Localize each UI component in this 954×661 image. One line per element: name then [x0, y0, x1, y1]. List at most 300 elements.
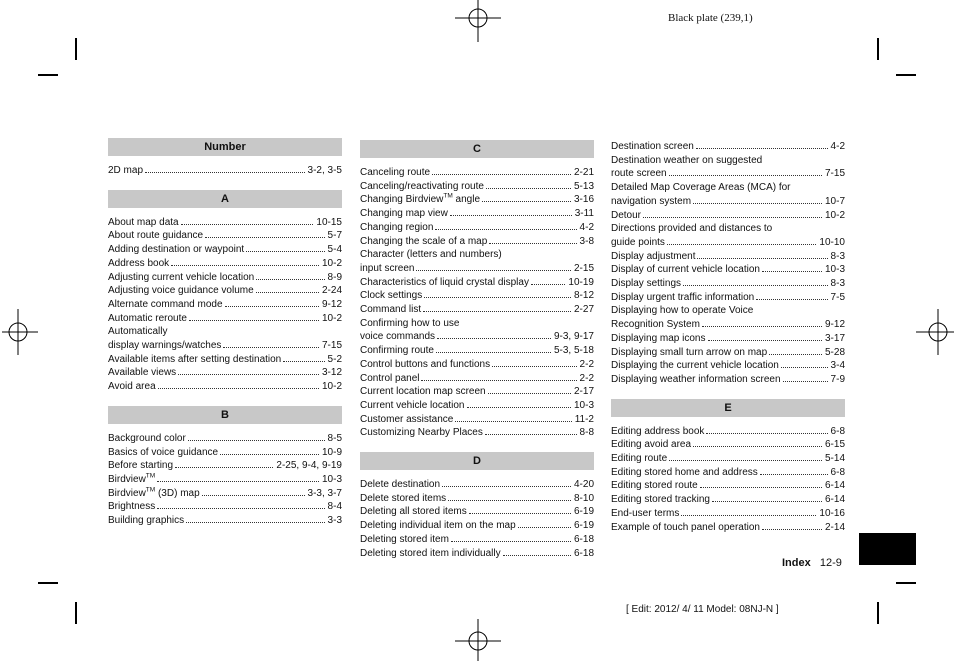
entry-text: Destination screen: [611, 141, 694, 152]
footer-section: Index: [782, 557, 811, 569]
entry-text: Deleting stored item: [360, 533, 449, 545]
entry-text: Editing address book: [611, 425, 705, 437]
registration-mark-top: [455, 0, 501, 42]
entry-text: Avoid area: [108, 381, 156, 393]
entry-label: Destination weather on suggested: [611, 154, 763, 166]
entry-text: Before starting: [108, 460, 174, 472]
dot-leader: [482, 200, 571, 202]
entry-label: [360, 221, 433, 235]
entry-label: [108, 500, 155, 514]
entry-label: [611, 318, 700, 332]
entry-page-ref: 5-13: [573, 180, 594, 192]
entry-text: Current location map screen: [360, 386, 486, 398]
entry-page-ref: 10-3: [824, 264, 845, 276]
dot-leader: [256, 278, 324, 280]
section-header: D: [360, 452, 594, 470]
entry-text: End-user terms: [611, 507, 680, 519]
entry-text: Birdview: [108, 487, 146, 499]
entry-page-ref: 10-3: [321, 473, 342, 485]
entry-page-ref: 9-12: [321, 298, 342, 310]
index-entry: [360, 399, 594, 413]
index-entry: [611, 438, 845, 452]
entry-text: Displaying the current vehicle location: [611, 360, 779, 372]
index-entry: [611, 318, 845, 332]
entry-text: Command list: [360, 304, 422, 316]
index-entry: [108, 271, 342, 285]
index-entry: [108, 339, 342, 353]
entry-page-ref: 10-7: [824, 195, 845, 207]
dot-leader: [205, 236, 324, 238]
entry-text: Detour: [611, 209, 642, 221]
entry-page-ref: 2-2: [579, 358, 594, 370]
index-entry: [108, 284, 342, 298]
dot-leader: [469, 512, 571, 514]
entry-label: [360, 344, 434, 358]
entry-text: Address book: [108, 257, 170, 269]
entry-page-ref: 3-3: [327, 515, 342, 527]
entry-label: [360, 166, 430, 180]
entry-text: 2D map: [108, 165, 144, 176]
entry-page-ref: 7-15: [321, 340, 342, 352]
dot-leader: [158, 387, 319, 389]
dot-leader: [178, 373, 319, 375]
index-entry: [108, 312, 342, 326]
dot-leader: [669, 174, 822, 176]
entry-label: [108, 257, 169, 271]
entry-label: [611, 209, 641, 223]
dot-leader: [448, 499, 571, 501]
index-entry: [611, 452, 845, 466]
index-entry: [360, 478, 594, 492]
entry-page-ref: 2-25, 9-4, 9-19: [276, 460, 342, 472]
dot-leader: [781, 366, 828, 368]
index-entry: [108, 500, 342, 514]
section-header: B: [108, 406, 342, 424]
dot-leader: [157, 507, 324, 509]
page-footer: [782, 557, 842, 569]
entry-text: Editing route: [611, 453, 668, 465]
index-entry: [611, 222, 845, 236]
index-entry: [360, 235, 594, 249]
entry-page-ref: 2-24: [321, 285, 342, 297]
registration-mark-right: [916, 309, 954, 355]
index-entry: [611, 250, 845, 264]
index-entry: [360, 248, 594, 262]
dot-leader: [225, 305, 319, 307]
dot-leader: [424, 296, 571, 298]
entry-page-ref: 6-8: [830, 425, 845, 437]
dot-leader: [693, 202, 822, 204]
index-section: [611, 140, 845, 387]
entry-text: About map data: [108, 216, 179, 228]
entry-page-ref: 2-27: [573, 304, 594, 316]
registration-mark-left: [2, 309, 38, 355]
dot-leader: [485, 433, 577, 435]
entry-label: [360, 358, 490, 372]
entry-page-ref: 3-2, 3-5: [307, 165, 342, 176]
index-entry: [360, 547, 594, 561]
entry-text: Clock settings: [360, 290, 423, 302]
entry-label: [360, 289, 422, 303]
index-entry: [611, 291, 845, 305]
index-entry: [611, 277, 845, 291]
index-entry: [611, 373, 845, 387]
entry-label: [611, 479, 698, 493]
dot-leader: [693, 445, 822, 447]
dot-leader: [760, 473, 828, 475]
crop-mark: [896, 74, 916, 76]
index-entry: [108, 353, 342, 367]
entry-label: [611, 425, 704, 439]
index-entry: [360, 276, 594, 290]
entry-page-ref: 2-17: [573, 386, 594, 398]
index-entry: [360, 533, 594, 547]
index-entry: [611, 209, 845, 223]
entry-text: Editing stored home and address: [611, 466, 758, 478]
entry-page-ref: 10-9: [321, 446, 342, 458]
dot-leader: [681, 514, 816, 516]
entry-text: Example of touch panel operation: [611, 521, 760, 533]
entry-text: Basics of voice guidance: [108, 446, 219, 458]
index-entry: [360, 166, 594, 180]
entry-page-ref: 3-11: [574, 208, 594, 220]
entry-text: Confirming route: [360, 345, 434, 357]
index-section: [108, 406, 342, 528]
index-entry: [611, 167, 845, 181]
entry-page-ref: 9-3, 9-17: [553, 331, 594, 343]
index-entry: [611, 359, 845, 373]
dot-leader: [486, 187, 571, 189]
entry-text: voice commands: [360, 331, 436, 343]
index-entry: [360, 426, 594, 440]
dot-leader: [762, 270, 822, 272]
entry-text: Control buttons and functions: [360, 358, 491, 370]
entry-text: Deleting individual item on the map: [360, 520, 516, 532]
index-entry: [108, 257, 342, 271]
entry-label: Character (letters and numbers): [360, 249, 502, 261]
dot-leader: [451, 540, 571, 542]
entry-text: Available views: [108, 367, 177, 379]
entry-page-ref: 10-2: [824, 209, 845, 221]
entry-label: [108, 473, 155, 487]
entry-label: [611, 493, 710, 507]
entry-page-ref: 7-15: [824, 168, 845, 180]
index-entry: [108, 216, 342, 230]
entry-page-ref: 3-12: [321, 367, 342, 379]
dot-leader: [455, 420, 571, 422]
dot-leader: [436, 351, 551, 353]
entry-page-ref: 8-9: [327, 271, 342, 283]
index-entry: [611, 195, 845, 209]
entry-page-ref: 10-16: [819, 507, 845, 519]
dot-leader: [756, 298, 827, 300]
dot-leader: [421, 379, 576, 381]
entry-page-ref: 8-10: [573, 492, 594, 504]
section-header: A: [108, 190, 342, 208]
dot-leader: [708, 339, 822, 341]
entry-page-ref: 3-4: [830, 360, 845, 372]
entry-label: [360, 478, 440, 492]
entry-text: Editing stored route: [611, 480, 698, 492]
entry-label: [360, 426, 483, 440]
dot-leader: [531, 283, 565, 285]
entry-label: [108, 366, 176, 380]
entry-page-ref: 4-2: [830, 141, 845, 152]
entry-text: Deleting stored item individually: [360, 547, 501, 559]
index-entry: [108, 243, 342, 257]
entry-page-ref: 8-12: [573, 290, 594, 302]
index-entry: [611, 479, 845, 493]
entry-label: [360, 193, 480, 207]
entry-text: Displaying small turn arrow on map: [611, 346, 768, 358]
entry-text: Display settings: [611, 278, 682, 290]
dot-leader: [700, 486, 822, 488]
dot-leader: [667, 243, 816, 245]
entry-page-ref: 6-18: [573, 547, 594, 559]
index-entry: [611, 493, 845, 507]
dot-leader: [518, 526, 571, 528]
dot-leader: [492, 365, 576, 367]
entry-page-ref: 7-5: [830, 291, 845, 303]
index-entry: [108, 366, 342, 380]
dot-leader: [712, 500, 822, 502]
dot-leader: [683, 284, 828, 286]
entry-label: [108, 312, 187, 326]
section-header: E: [611, 399, 845, 417]
dot-leader: [669, 459, 822, 461]
dot-leader: [223, 346, 319, 348]
entry-text: Editing stored tracking: [611, 494, 710, 506]
entry-text: display warnings/watches: [108, 340, 222, 352]
index-entry: [611, 140, 845, 154]
entry-text: Adding destination or waypoint: [108, 244, 245, 256]
entry-label: [611, 167, 667, 181]
dot-leader: [188, 439, 325, 441]
index-entry: [360, 207, 594, 221]
entry-label: [611, 452, 667, 466]
entry-label: [611, 521, 760, 535]
entry-label: [108, 216, 179, 230]
index-entry: [611, 154, 845, 168]
dot-leader: [769, 353, 822, 355]
dot-leader: [706, 432, 827, 434]
entry-text: Control panel: [360, 372, 420, 384]
entry-text: Changing map view: [360, 208, 448, 220]
dot-leader: [450, 214, 572, 216]
entry-label: [108, 446, 218, 460]
entry-label: [360, 330, 435, 344]
entry-page-ref: 3-3, 3-7: [307, 487, 342, 499]
index-entry: [360, 372, 594, 386]
index-entry: [611, 332, 845, 346]
entry-page-ref: 5-7: [327, 230, 342, 242]
entry-text: Canceling route: [360, 167, 431, 178]
entry-page-ref: 3-17: [824, 332, 845, 344]
entry-page-ref: 5-28: [824, 346, 845, 358]
entry-label: Directions provided and distances to: [611, 223, 773, 235]
dot-leader: [503, 554, 571, 556]
index-entry: [108, 432, 342, 446]
entry-page-ref: 8-3: [830, 250, 845, 262]
index-column-1: [108, 138, 342, 540]
crop-mark: [38, 74, 58, 76]
index-entry: [611, 304, 845, 318]
entry-label: [108, 284, 254, 298]
entry-label: [360, 207, 448, 221]
entry-label: [108, 459, 173, 473]
crop-mark: [877, 602, 879, 624]
dot-leader: [220, 453, 319, 455]
dot-leader: [435, 228, 576, 230]
dot-leader: [416, 269, 571, 271]
entry-label: [108, 229, 203, 243]
entry-label: Confirming how to use: [360, 317, 460, 329]
index-column-2: [360, 140, 594, 572]
entry-text: input screen: [360, 262, 415, 274]
dot-leader: [488, 392, 571, 394]
entry-page-ref: 9-12: [824, 319, 845, 331]
entry-label: [611, 466, 758, 480]
entry-label: [360, 235, 487, 249]
dot-leader: [171, 264, 319, 266]
dot-leader: [783, 380, 828, 382]
entry-label: [611, 373, 781, 387]
entry-text: Adjusting voice guidance volume: [108, 285, 254, 297]
index-section: [360, 140, 594, 440]
entry-label: Automatically: [108, 326, 168, 338]
entry-page-ref: 6-15: [824, 439, 845, 451]
index-entry: [611, 346, 845, 360]
dot-leader: [762, 528, 822, 530]
entry-text: Brightness: [108, 501, 156, 513]
index-entry: [360, 262, 594, 276]
index-entry: [108, 380, 342, 394]
entry-page-ref: 11-2: [574, 413, 594, 425]
entry-page-ref: 6-19: [573, 506, 594, 518]
index-entry: [360, 344, 594, 358]
entry-page-ref: 6-19: [573, 520, 594, 532]
entry-text: Current vehicle location: [360, 399, 465, 411]
entry-label: [611, 195, 691, 209]
dot-leader: [437, 337, 551, 339]
crop-mark: [75, 38, 77, 60]
entry-page-ref: 6-8: [830, 466, 845, 478]
entry-page-ref: 8-3: [830, 278, 845, 290]
section-header: C: [360, 140, 594, 158]
entry-page-ref: 2-14: [824, 521, 845, 533]
entry-text: Building graphics: [108, 515, 185, 527]
entry-page-ref: 3-16: [573, 194, 594, 206]
entry-label: [360, 303, 421, 317]
index-entry: [108, 487, 342, 501]
index-section: [108, 138, 342, 178]
entry-label: [108, 243, 244, 257]
index-entry: [360, 180, 594, 194]
entry-text: Background color: [108, 432, 186, 444]
entry-label: [611, 332, 706, 346]
entry-page-ref: 8-5: [327, 432, 342, 444]
entry-text: Characteristics of liquid crystal display: [360, 276, 529, 288]
entry-page-ref: 10-10: [819, 236, 845, 248]
entry-text: Changing the scale of a map: [360, 235, 488, 247]
entry-text: About route guidance: [108, 230, 204, 242]
entry-text: Displaying map icons: [611, 332, 706, 344]
entry-page-ref: 4-2: [579, 221, 594, 233]
dot-leader: [697, 257, 827, 259]
entry-label: [108, 380, 156, 394]
crop-mark: [877, 38, 879, 60]
entry-label: [360, 492, 446, 506]
entry-text: Customizing Nearby Places: [360, 427, 483, 439]
dot-leader: [442, 485, 571, 487]
registration-mark-bottom: [455, 619, 501, 661]
entry-text: Canceling/reactivating route: [360, 180, 484, 192]
entry-text: Changing Birdview: [360, 194, 444, 206]
entry-text: Editing avoid area: [611, 439, 692, 451]
dot-leader: [181, 223, 314, 225]
entry-text: Display of current vehicle location: [611, 264, 760, 276]
entry-label: [611, 277, 681, 291]
dot-leader: [489, 242, 576, 244]
entry-label: [611, 291, 754, 305]
dot-leader: [423, 310, 571, 312]
index-entry: [360, 385, 594, 399]
crop-mark: [38, 582, 58, 584]
index-entry: [360, 413, 594, 427]
index-entry: [360, 193, 594, 207]
index-entry: [108, 473, 342, 487]
entry-page-ref: 8-8: [579, 427, 594, 439]
entry-label: [611, 263, 760, 277]
index-entry: [360, 519, 594, 533]
index-section: [611, 399, 845, 535]
entry-label: [360, 372, 419, 386]
index-entry: [611, 466, 845, 480]
entry-label: [108, 339, 221, 353]
entry-label: [108, 514, 184, 528]
entry-label: Displaying how to operate Voice: [611, 305, 754, 317]
entry-text-suffix: (3D) map: [155, 487, 200, 499]
entry-text: Deleting all stored items: [360, 506, 467, 518]
entry-text: Adjusting current vehicle location: [108, 271, 255, 283]
dot-leader: [256, 291, 319, 293]
entry-page-ref: 10-3: [573, 399, 594, 411]
index-entry: [611, 521, 845, 535]
entry-page-ref: 6-18: [573, 533, 594, 545]
index-entry: [360, 303, 594, 317]
entry-label: [611, 140, 694, 154]
entry-page-ref: 2-21: [573, 167, 594, 178]
index-entry: [611, 507, 845, 521]
index-entry: [108, 459, 342, 473]
trademark-superscript: TM: [145, 486, 156, 494]
dot-leader: [175, 466, 273, 468]
edit-info: [ Edit: 2012/ 4/ 11 Model: 08NJ-N ]: [626, 604, 779, 615]
entry-text: guide points: [611, 236, 665, 248]
entry-page-ref: 6-14: [824, 480, 845, 492]
entry-label: [360, 413, 453, 427]
entry-text: navigation system: [611, 195, 692, 207]
index-entry: [108, 446, 342, 460]
index-entry: [611, 181, 845, 195]
index-entry: [108, 298, 342, 312]
index-entry: [611, 263, 845, 277]
entry-page-ref: 10-2: [321, 381, 342, 393]
entry-label: [611, 438, 691, 452]
entry-page-ref: 10-15: [316, 216, 342, 228]
entry-text: Customer assistance: [360, 413, 454, 425]
entry-text: Recognition System: [611, 319, 700, 331]
